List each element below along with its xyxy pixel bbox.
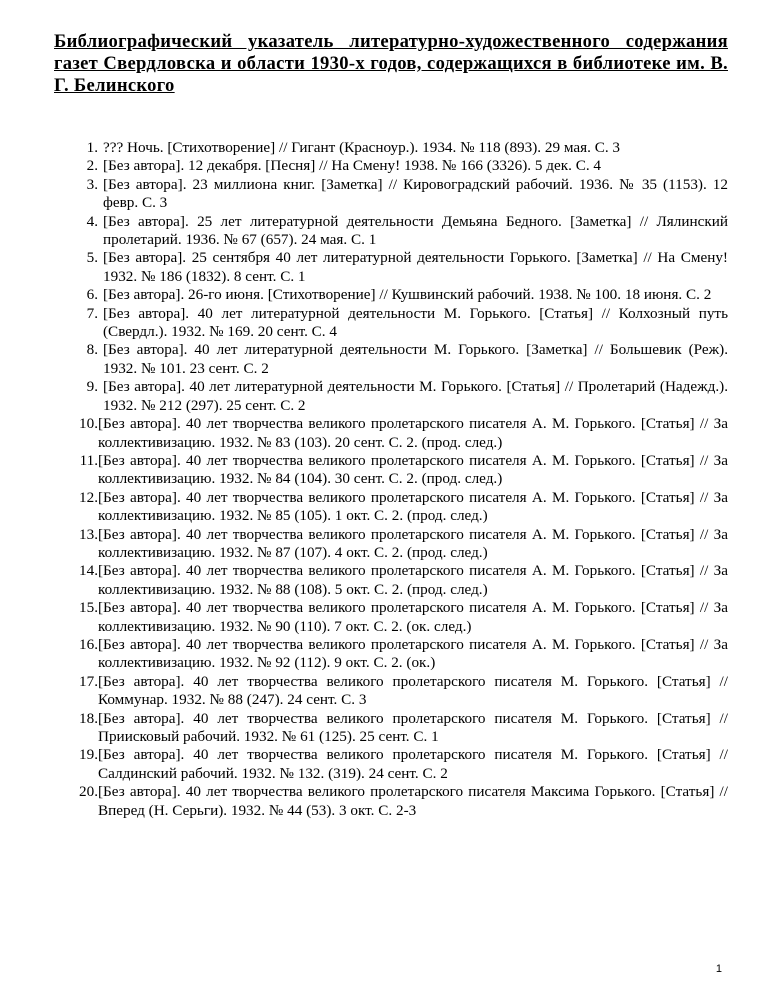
bibliography-entry [54, 746, 728, 783]
bibliography-entry [54, 673, 728, 710]
entry-text: [Без автора]. 40 лет литературной деятельности М. Горького. [Статья] // Колхозный путь (Свердл.). 1932. № 169. 20 сент. С. 4 [103, 304, 728, 341]
page-number: 1 [715, 963, 722, 975]
bibliography-entry [54, 157, 728, 175]
entry-number: 10. [79, 415, 98, 433]
bibliography-entry [54, 213, 728, 250]
entry-text: ??? Ночь. [Стихотворение] // Гигант (Красноур.). 1934. № 118 (893). 29 мая. С. 3 [103, 139, 621, 156]
entry-number: 3. [86, 175, 98, 193]
entry-text: [Без автора]. 40 лет творчества великого пролетарского писателя А. М. Горького. [Статья] // За коллективизацию. 1932. № 92 (112). 9 окт. С. 2. (ок.) [98, 635, 728, 672]
bibliography-entry [54, 783, 728, 820]
bibliography-entry [54, 636, 728, 673]
bibliography-entry [54, 710, 728, 747]
bibliography-entry [54, 562, 728, 599]
bibliography-entry [54, 286, 728, 304]
entry-number: 17. [79, 672, 98, 690]
entry-text: [Без автора]. 40 лет творчества великого пролетарского писателя Максима Горького. [Статья] // Вперед (Н. Серьги). 1932. № 44 (53). 3 окт. С. 2-3 [98, 783, 728, 819]
bibliography-entry [54, 176, 728, 213]
bibliography-entry [54, 378, 728, 415]
bibliography-entry [54, 489, 728, 526]
entry-text: [Без автора]. 23 миллиона книг. [Заметка] // Кировоградский рабочий. 1936. № 35 (1153). 12 февр. С. 3 [103, 175, 728, 212]
entry-number: 11. [79, 451, 98, 469]
bibliography-entry [54, 526, 728, 563]
entry-number: 2. [86, 157, 98, 175]
bibliography-entry [54, 139, 728, 157]
entry-text: [Без автора]. 40 лет творчества великого пролетарского писателя М. Горького. [Статья] // Коммунар. 1932. № 88 (247). 24 сент. С. 3 [98, 672, 728, 709]
bibliography-entry [54, 415, 728, 452]
entry-number: 7. [86, 304, 98, 322]
bibliography-entry [54, 599, 728, 636]
entry-number: 9. [86, 378, 98, 396]
entry-text: [Без автора]. 40 лет творчества великого пролетарского писателя А. М. Горького. [Статья] // За коллективизацию. 1932. № 84 (104). 30 сент. С. 2. (прод. след.) [98, 451, 728, 488]
entry-number: 18. [79, 709, 98, 727]
entry-number: 13. [79, 525, 98, 543]
entry-text: [Без автора]. 40 лет творчества великого пролетарского писателя А. М. Горького. [Статья] // За коллективизацию. 1932. № 83 (103). 20 сент. С. 2. (прод. след.) [98, 415, 728, 451]
entry-text: [Без автора]. 40 лет творчества великого пролетарского писателя А. М. Горького. [Статья] // За коллективизацию. 1932. № 90 (110). 7 окт. С. 2. (ок. след.) [98, 599, 728, 635]
entry-text: [Без автора]. 40 лет литературной деятельности М. Горького. [Статья] // Пролетарий (Надежд.). 1932. № 212 (297). 25 сент. С. 2 [103, 378, 728, 414]
entry-number: 5. [86, 249, 98, 267]
bibliography-list [54, 139, 728, 820]
bibliography-entry [54, 249, 728, 286]
entry-text: [Без автора]. 40 лет творчества великого пролетарского писателя М. Горького. [Статья] // Приисковый рабочий. 1932. № 61 (125). 25 сент. С. 1 [98, 709, 728, 745]
entry-text: [Без автора]. 25 лет литературной деятельности Демьяна Бедного. [Заметка] // Лялинский пролетарий. 1936. № 67 (657). 24 мая. С. 1 [103, 212, 728, 249]
entry-text: [Без автора]. 25 сентября 40 лет литературной деятельности Горького. [Заметка] // На Смену! 1932. № 186 (1832). 8 сент. С. 1 [103, 249, 728, 285]
entry-text: [Без автора]. 40 лет творчества великого пролетарского писателя А. М. Горького. [Статья] // За коллективизацию. 1932. № 88 (108). 5 окт. С. 2. (прод. след.) [98, 562, 728, 598]
entry-number: 1. [86, 139, 98, 156]
bibliography-entry [54, 341, 728, 378]
entry-number: 12. [79, 488, 98, 506]
entry-text: [Без автора]. 40 лет творчества великого пролетарского писателя А. М. Горького. [Статья] // За коллективизацию. 1932. № 87 (107). 4 окт. С. 2. (прод. след.) [98, 525, 728, 561]
entry-text: [Без автора]. 40 лет творчества великого пролетарского писателя А. М. Горького. [Статья] // За коллективизацию. 1932. № 85 (105). 1 окт. С. 2. (прод. след.) [98, 488, 728, 525]
entry-text: [Без автора]. 26-го июня. [Стихотворение] // Кушвинский рабочий. 1938. № 100. 18 июня. С. 2 [103, 286, 712, 304]
entry-text: [Без автора]. 40 лет литературной деятельности М. Горького. [Заметка] // Большевик (Реж). 1932. № 101. 23 сент. С. 2 [103, 341, 728, 377]
document-title: Библиографический указатель литературно-художественного содержания газет Свердловска и области 1930-х годов, содержащихся в библиотеке им. В. Г. Белинского [54, 31, 728, 96]
entry-number: 6. [86, 286, 98, 304]
entry-number: 15. [79, 599, 98, 617]
entry-number: 16. [79, 635, 98, 653]
entry-number: 19. [79, 746, 98, 764]
entry-number: 20. [79, 783, 98, 801]
entry-number: 8. [86, 341, 98, 359]
entry-number: 14. [79, 562, 98, 580]
entry-text: [Без автора]. 12 декабря. [Песня] // На Смену! 1938. № 166 (3326). 5 дек. С. 4 [103, 157, 602, 175]
bibliography-entry [54, 452, 728, 489]
entry-text: [Без автора]. 40 лет творчества великого пролетарского писателя М. Горького. [Статья] // Салдинский рабочий. 1932. № 132. (319). 24 сент. С. 2 [98, 746, 728, 782]
bibliography-entry [54, 305, 728, 342]
entry-number: 4. [86, 212, 98, 230]
